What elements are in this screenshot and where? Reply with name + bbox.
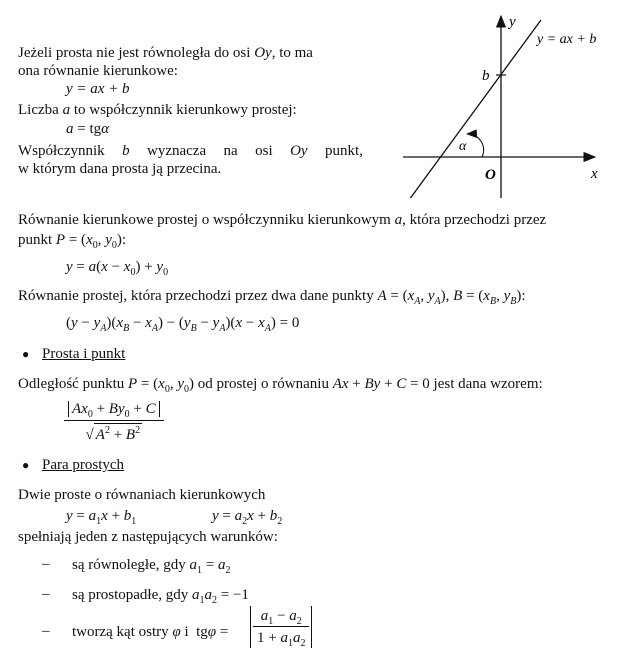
condition-angle: tworzą kąt ostry φ i tgφ =	[72, 624, 229, 640]
two-lines-text-1: Dwie proste o równaniach kierunkowych	[18, 487, 266, 503]
two-lines-text-2: spełniają jeden z następujących warunków:	[18, 529, 278, 545]
dash: –	[42, 556, 50, 572]
line-label: y = ax + b	[537, 32, 597, 47]
point-slope-equation: $y = a(x - x_0) + y_0$	[66, 259, 169, 278]
intro-line-4: Współczynnik b wyznacza na osi Oy punkt,	[18, 143, 363, 159]
intercept-label: b	[482, 68, 490, 84]
condition-parallel: są równoległe, gdy $a_1 = a_2$	[72, 557, 231, 576]
two-points-text: Równanie prostej, która przechodzi przez dwa dane punkty $A = (x_A$, $y_A$), $B = (x_B$, $y_B$):	[18, 288, 526, 307]
intro-line-3: Liczba a to współczynnik kierunkowy prostej:	[18, 102, 297, 118]
intro-line-2: ona równanie kierunkowe:	[18, 63, 178, 79]
tangent-equation: a = tgα	[66, 121, 110, 137]
section-heading-line-point: Prosta i punkt	[42, 346, 126, 362]
line-equation-2: $y = a_2x + b_2$	[212, 508, 283, 527]
section-heading-two-lines: Para prostych	[42, 457, 125, 473]
x-axis-label: x	[591, 166, 598, 182]
angle-label: α	[459, 139, 467, 154]
origin-label: O	[485, 167, 496, 183]
intro-line-5: w którym dana prosta ją przecina.	[18, 161, 222, 177]
slope-intercept-equation: y = ax + b	[66, 81, 130, 97]
dash: –	[42, 623, 50, 639]
condition-perpendicular: są prostopadłe, gdy $a_1a_2 = -1$	[72, 587, 249, 606]
line-graph	[395, 8, 615, 198]
two-points-equation: $(y - y_A)(x_B - x_A) - (y_B - y_A)(x - x_A) = 0$	[66, 315, 300, 334]
point-slope-text-1: Równanie kierunkowe prostej o współczynniku kierunkowym a, która przechodzi przez	[18, 212, 547, 228]
graph-line	[409, 20, 541, 198]
angle-arc	[467, 134, 484, 157]
dash: –	[42, 586, 50, 602]
bullet: ●	[22, 458, 30, 472]
y-axis-label: y	[509, 14, 516, 30]
distance-text: Odległość punktu $P = (x_0$, $y_0$) od prostej o równaniu Ax + By + C = 0 jest dana wzorem:	[18, 376, 543, 395]
point-slope-text-2: punkt $P = (x_0$, $y_0$):	[18, 232, 127, 251]
intro-line-1: Jeżeli prosta nie jest równoległa do osi Oy, to ma	[18, 45, 313, 61]
angle-formula: $\frac{a_1 - a_2}{1 + a_1a_2}$	[250, 606, 312, 648]
distance-formula: $\frac{Ax_0 + By_0 + C}{√ A^2 + B^2}$	[64, 398, 164, 446]
bullet: ●	[22, 347, 30, 361]
line-equation-1: $y = a_1x + b_1$	[66, 508, 137, 527]
